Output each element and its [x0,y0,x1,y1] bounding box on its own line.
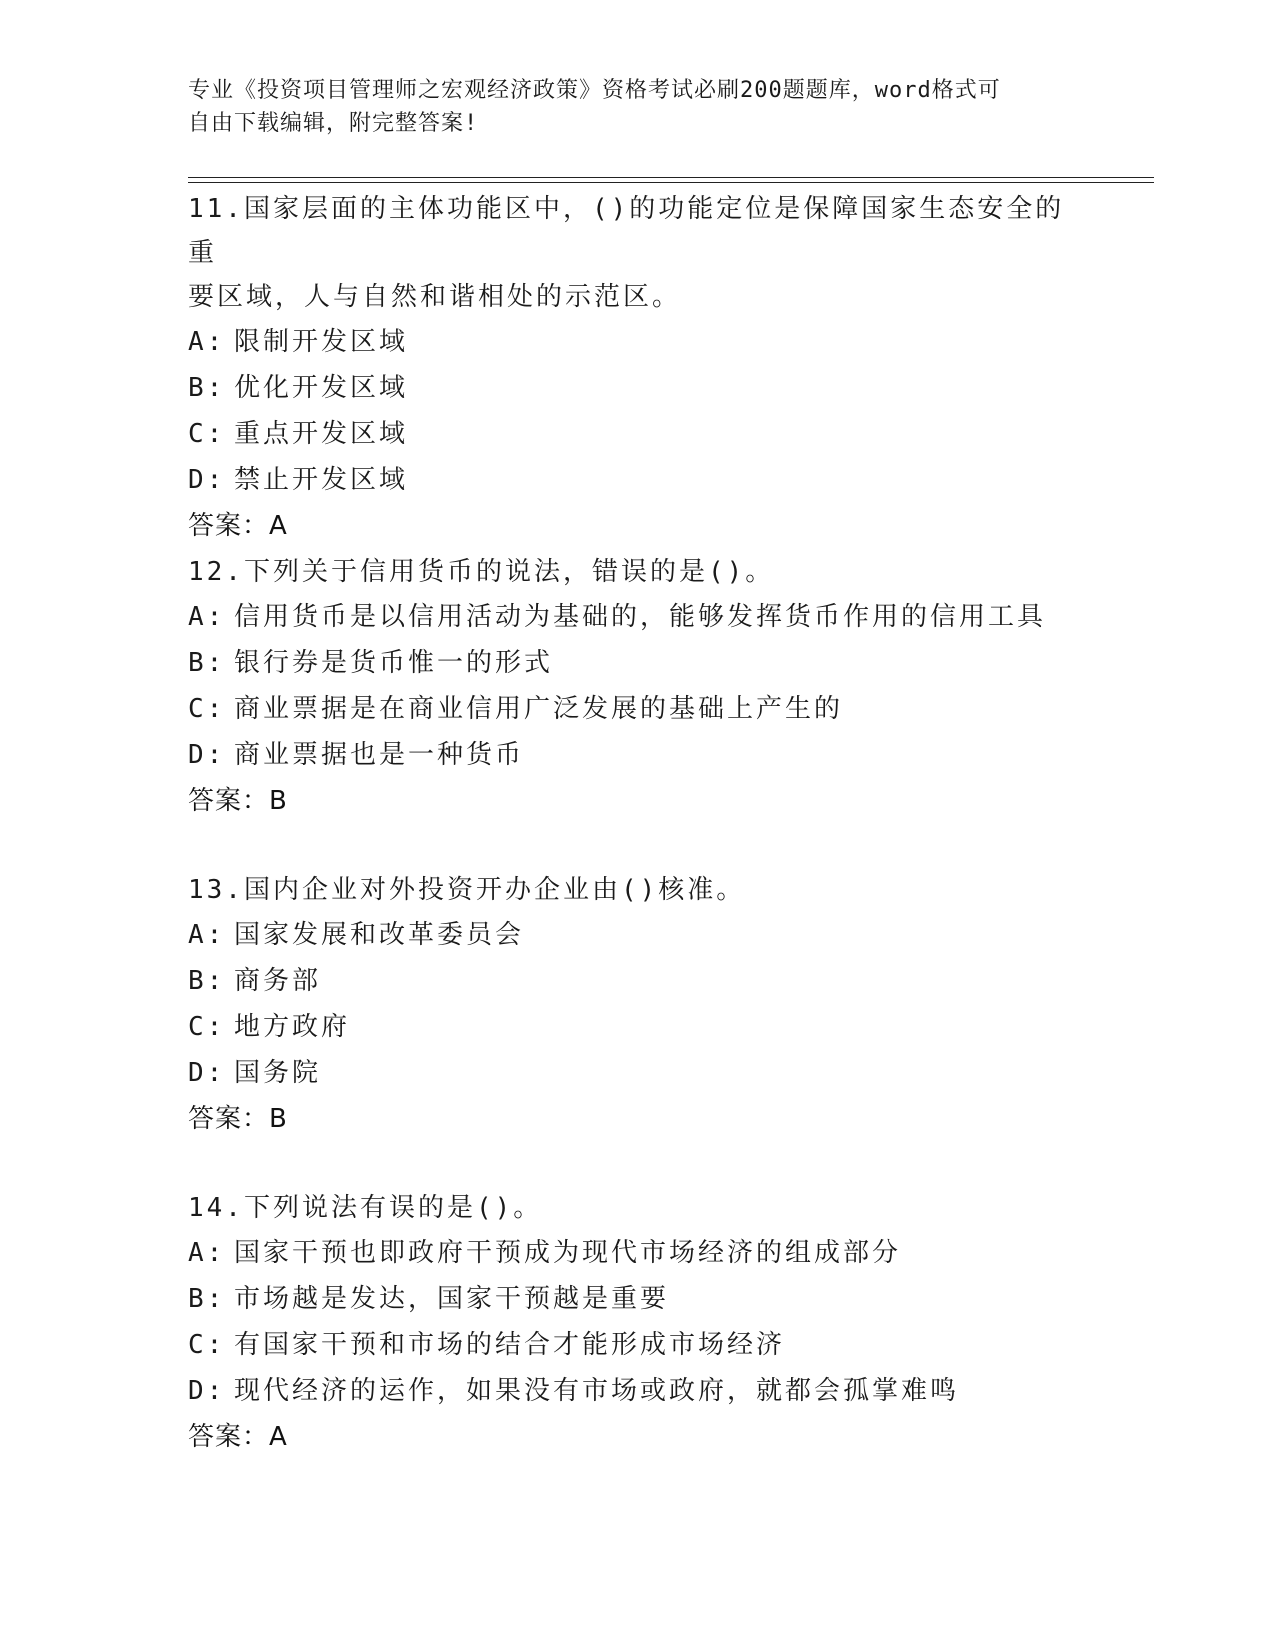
option-b [188,1276,1088,1322]
answer-line: 答案：B [188,786,288,816]
option-key: B: [188,648,226,678]
option-text: 重点开发区域 [234,419,409,449]
option-text: 有国家干预和市场的结合才能形成市场经济 [234,1330,786,1360]
option-text: 商务部 [234,966,322,996]
option-d [188,1050,1088,1096]
option-text: 市场越是发达，国家干预越是重要 [234,1284,670,1314]
option-text: 国家发展和改革委员会 [234,920,525,950]
option-b [188,365,1088,411]
question-14 [188,1186,1088,1460]
option-key: B: [188,1284,226,1314]
option-a [188,1230,1088,1276]
header-divider-bottom [188,182,1154,183]
option-key: A: [188,920,226,950]
option-text: 信用货币是以信用活动为基础的，能够发挥货币作用的信用工具 [234,602,1047,632]
option-c [188,411,1088,457]
option-key: B: [188,373,226,403]
option-key: A: [188,327,226,357]
option-text: 国务院 [234,1058,322,1088]
option-c [188,1004,1088,1050]
option-text: 限制开发区域 [234,327,409,357]
option-text: 现代经济的运作，如果没有市场或政府，就都会孤掌难鸣 [234,1376,960,1406]
header-line-1: 专业《投资项目管理师之宏观经济政策》资格考试必刷200题题库，word格式可 [188,78,1001,103]
option-a [188,319,1088,365]
option-d [188,732,1088,778]
option-text: 银行券是货币惟一的形式 [234,648,554,678]
option-d [188,457,1088,503]
option-key: C: [188,1012,226,1042]
option-key: D: [188,465,226,495]
question-stem-continued: 要区域，人与自然和谐相处的示范区。 [188,282,682,312]
answer-line: 答案：A [188,511,288,541]
option-c [188,1322,1088,1368]
document-header [188,74,1068,140]
option-a [188,912,1088,958]
question-stem: 12.下列关于信用货币的说法，错误的是()。 [188,557,775,587]
option-key: D: [188,1376,226,1406]
option-text: 优化开发区域 [234,373,409,403]
option-b [188,958,1088,1004]
question-stem: 13.国内企业对外投资开办企业由()核准。 [188,875,746,905]
option-c [188,686,1088,732]
option-text: 国家干预也即政府干预成为现代市场经济的组成部分 [234,1238,902,1268]
option-key: A: [188,1238,226,1268]
option-text: 禁止开发区域 [234,465,409,495]
option-key: C: [188,1330,226,1360]
option-key: D: [188,740,226,770]
option-key: D: [188,1058,226,1088]
answer-line: 答案：A [188,1422,288,1452]
option-key: B: [188,966,226,996]
option-text: 商业票据是在商业信用广泛发展的基础上产生的 [234,694,844,724]
option-b [188,640,1088,686]
option-a [188,594,1088,640]
header-line-2: 自由下载编辑，附完整答案! [188,111,479,136]
question-stem: 11.国家层面的主体功能区中，()的功能定位是保障国家生态安全的重 [188,194,1065,268]
question-12 [188,550,1088,824]
option-key: C: [188,694,226,724]
option-text: 地方政府 [234,1012,351,1042]
question-13 [188,868,1088,1142]
answer-line: 答案：B [188,1104,288,1134]
option-key: C: [188,419,226,449]
option-d [188,1368,1088,1414]
option-text: 商业票据也是一种货币 [234,740,525,770]
question-stem: 14.下列说法有误的是()。 [188,1193,543,1223]
question-11 [188,187,1088,549]
option-key: A: [188,602,226,632]
header-divider-top [188,177,1154,178]
